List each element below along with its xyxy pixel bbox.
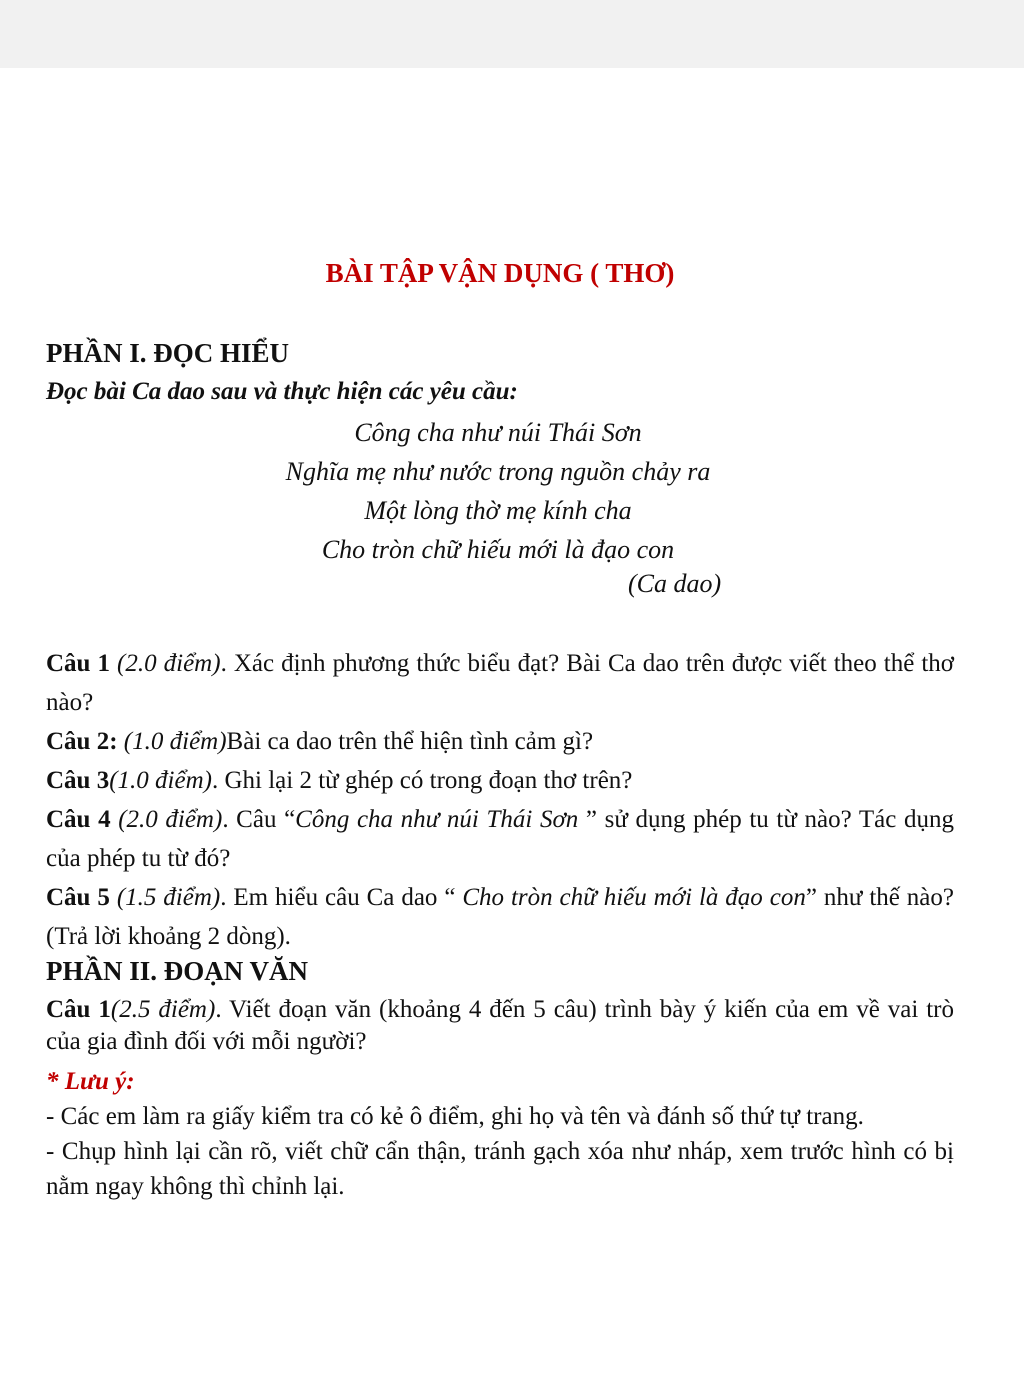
question-text: . Xác định phương thức biểu đạt? Bài Ca dao trên được viết theo thể thơ nào? [46, 650, 955, 716]
note-item: - Các em làm ra giấy kiểm tra có kẻ ô điểm, ghi họ và tên và đánh số thứ tự trang. [46, 1103, 864, 1130]
top-bar [0, 0, 1024, 68]
poem [0, 413, 996, 569]
question-2 [46, 722, 954, 761]
poem-line: Công cha như núi Thái Sơn [354, 418, 642, 447]
question-points: (2.0 điểm) [110, 806, 223, 833]
question-points: (1.0 điểm) [117, 728, 227, 755]
question-number: Câu 3 [46, 767, 110, 794]
poem-line: Nghĩa mẹ như nước trong nguồn chảy ra [285, 457, 711, 486]
poem-line: Cho tròn chữ hiếu mới là đạo con [321, 535, 675, 564]
question-text: . Câu “ [222, 806, 296, 833]
note-item: - Chụp hình lại cần rõ, viết chữ cẩn thận, tránh gạch xóa như nháp, xem trước hình có bị nằm ngay không thì chỉnh lại. [46, 1138, 954, 1200]
part2-question-1 [46, 994, 954, 1058]
question-number: Câu 1 [46, 996, 111, 1023]
question-text: ” sử dụng phép tu từ nào? Tác dụng của phép tu từ đó? [46, 806, 954, 872]
document-page [0, 68, 1024, 1377]
question-quote: Cho tròn chữ hiếu mới là đạo con [462, 884, 806, 911]
question-text: . Em hiểu câu Ca dao “ [220, 884, 463, 911]
questions-part2 [46, 994, 954, 1058]
question-number: Câu 4 [46, 806, 111, 833]
note-section [46, 1064, 954, 1204]
question-points: (2.0 điểm) [110, 650, 221, 677]
question-points: (1.5 điểm) [109, 884, 221, 911]
part2-heading: PHẦN II. ĐOẠN VĂN [46, 956, 309, 986]
question-text: . Ghi lại 2 từ ghép có trong đoạn thơ trên? [211, 767, 633, 794]
question-points: (2.5 điểm) [110, 996, 216, 1023]
question-text: . Viết đoạn văn (khoảng 4 đến 5 câu) trình bày ý kiến của em về vai trò của gia đình đối với mỗi người? [46, 996, 954, 1055]
question-4 [46, 800, 954, 878]
question-text: ” như thế nào? (Trả lời khoảng 2 dòng). [46, 884, 954, 950]
question-1 [46, 644, 954, 722]
part1-instruction: Đọc bài Ca dao sau và thực hiện các yêu cầu: [46, 378, 518, 405]
questions-part1 [46, 644, 954, 956]
question-points: (1.0 điểm) [109, 767, 212, 794]
question-text: Bài ca dao trên thể hiện tình cảm gì? [226, 728, 594, 755]
question-quote: Công cha như núi Thái Sơn [295, 806, 586, 833]
document-title: BÀI TẬP VẬN DỤNG ( THƠ) [325, 258, 675, 288]
question-number: Câu 2: [46, 728, 118, 755]
question-5 [46, 878, 954, 956]
question-3 [46, 761, 954, 800]
question-number: Câu 1 [46, 650, 110, 677]
poem-source: (Ca dao) [628, 569, 722, 598]
part1-heading: PHẦN I. ĐỌC HIỂU [46, 338, 290, 368]
poem-line: Một lòng thờ mẹ kính cha [364, 496, 632, 525]
question-number: Câu 5 [46, 884, 110, 911]
note-label: * Lưu ý: [46, 1068, 135, 1095]
